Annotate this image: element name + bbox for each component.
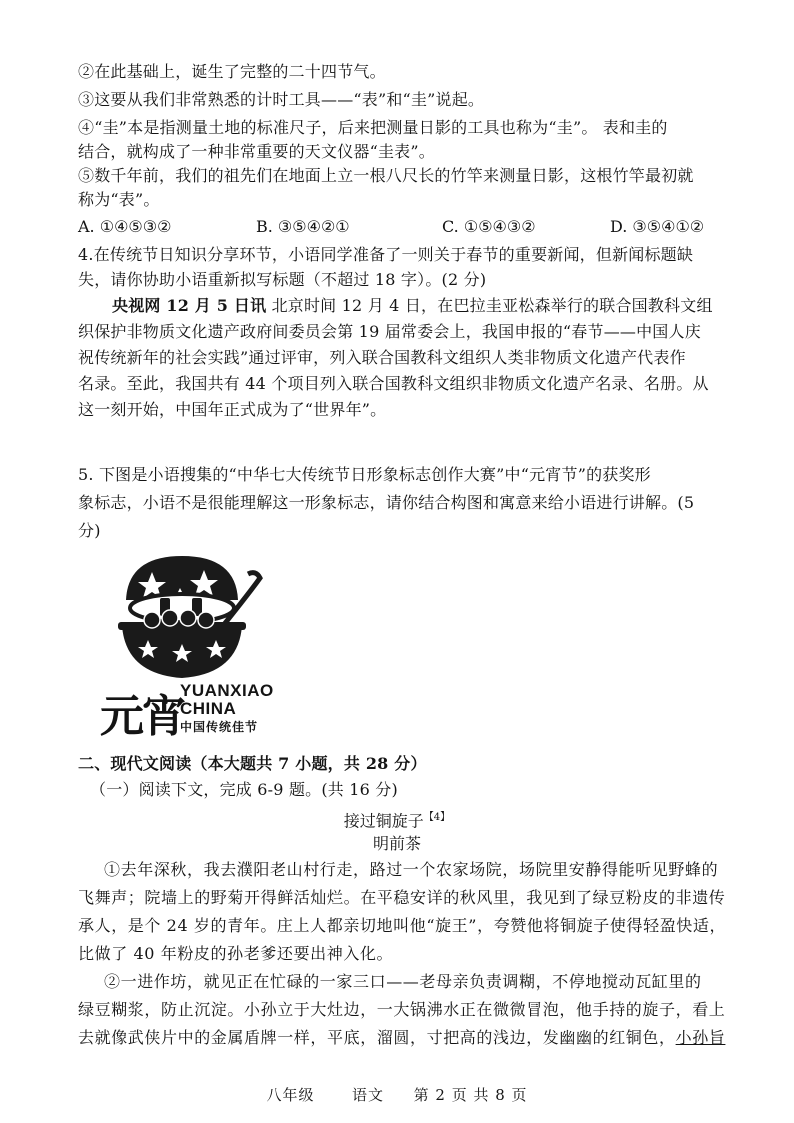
para1-line4: 比做了 40 年粉皮的孙老爹还要出神入化。 [78, 944, 394, 963]
answer-options [78, 215, 728, 239]
reorder-item-5-line1: ⑤数千年前，我们的祖先们在地面上立一根八尺长的竹竿来测量日影，这根竹竿最初就 [78, 166, 694, 185]
reorder-item-3: ③这要从我们非常熟悉的计时工具——“表”和“圭”说起。 [78, 90, 485, 109]
yuanxiao-logo [100, 552, 275, 742]
q4-news-line5: 这一刻开始，中国年正式成为了“世界年”。 [78, 400, 387, 419]
logo-en-line1: YUANXIAO [180, 681, 274, 700]
option-d: D. ③⑤④①② [610, 217, 705, 236]
q4-news-line3: 祝传统新年的社会实践”通过评审，列入联合国教科文组织人类非物质文化遗产代表作 [78, 348, 686, 367]
article-author: 明前茶 [372, 834, 421, 853]
section2-heading: 二、现代文阅读（本大题共 7 小题，共 28 分） [78, 754, 427, 773]
logo-en-line2: CHINA [180, 699, 237, 718]
reorder-item-4-line2: 结合，就构成了一种非常重要的天文仪器“圭表”。 [78, 142, 435, 161]
q4-prompt-line2: 失，请你协助小语重新拟写标题（不超过 18 字）。(2 分) [78, 270, 487, 289]
article-title-note: 【4】 [423, 812, 451, 823]
para2-line1: ②一进作坊，就见正在忙碌的一家三口——老母亲负责调糊，不停地搅动瓦缸里的 [104, 972, 702, 991]
logo-en-line3: 中国传统佳节 [180, 720, 259, 734]
page-footer [0, 1085, 794, 1105]
footer-grade: 八年级 [266, 1086, 315, 1104]
para1-line2: 飞舞声；院墙上的野菊开得鲜活灿烂。在平稳安详的秋风里，我见到了绿豆粉皮的非遗传 [78, 888, 726, 907]
logo-cn-text: 元宵 [100, 691, 184, 742]
news-line1-text: 北京时间 12 月 4 日，在巴拉圭亚松森举行的联合国教科文组 [266, 296, 713, 315]
reorder-item-4-line1: ④“圭”本是指测量土地的标准尺子，后来把测量日影的工具也称为“圭”。 表和圭的 [78, 118, 668, 137]
para2-underlined-text: 小孙旨 [675, 1028, 726, 1047]
para1-line3: 承人，是个 24 岁的青年。庄上人都亲切地叫他“旋王”，夸赞他将铜旋子使得轻盈快适， [78, 916, 727, 935]
reorder-item-5-line2: 称为“表”。 [78, 190, 160, 209]
option-b: B. ③⑤④②① [256, 217, 350, 236]
q5-prompt-line3: 分) [78, 521, 101, 540]
section2-subheading: （一）阅读下文，完成 6-9 题。(共 16 分) [90, 780, 398, 799]
q5-prompt-line2: 象标志，小语不是很能理解这一形象标志，请你结合构图和寓意来给小语进行讲解。(5 [78, 493, 695, 512]
q4-news-line2: 织保护非物质文化遗产政府间委员会第 19 届常委会上，我国申报的“春节——中国人庆 [78, 322, 701, 341]
option-a: A. ①④⑤③② [78, 217, 172, 236]
q4-news-line4: 名录。至此，我国共有 44 个项目列入联合国教科文组织非物质文化遗产名录、名册。从 [78, 374, 709, 393]
footer-subject: 语文 [352, 1086, 385, 1104]
q5-prompt-line1: 5. 下图是小语搜集的“中华七大传统节日形象标志创作大赛”中“元宵节”的获奖形 [78, 465, 651, 484]
para2-line3-text: 去就像武侠片中的金属盾牌一样，平底，溜圆，寸把高的浅边，发幽幽的红铜色， [78, 1028, 676, 1047]
article-title [0, 806, 794, 833]
para2-line3 [78, 1026, 725, 1050]
q4-prompt-line1: 4.在传统节日知识分享环节，小语同学准备了一则关于春节的重要新闻，但新闻标题缺 [78, 245, 694, 264]
news-source: 央视网 12 月 5 日讯 [112, 296, 267, 315]
para2-line2: 绿豆糊浆，防止沉淀。小孙立于大灶边，一大锅沸水正在微微冒泡，他手持的旋子，看上 [78, 1000, 726, 1019]
yuanxiao-bowl-figure-icon [100, 552, 275, 682]
reorder-item-2: ②在此基础上，诞生了完整的二十四节气。 [78, 62, 386, 81]
q4-news-line1 [112, 294, 713, 318]
article-title-text: 接过铜旋子 [343, 811, 424, 831]
para1-line1: ①去年深秋，我去濮阳老山村行走，路过一个农家场院，场院里安静得能听见野蜂的 [104, 860, 719, 879]
option-c: C. ①⑤④③② [442, 217, 536, 236]
footer-page-number: 第 2 页 共 8 页 [413, 1086, 528, 1104]
